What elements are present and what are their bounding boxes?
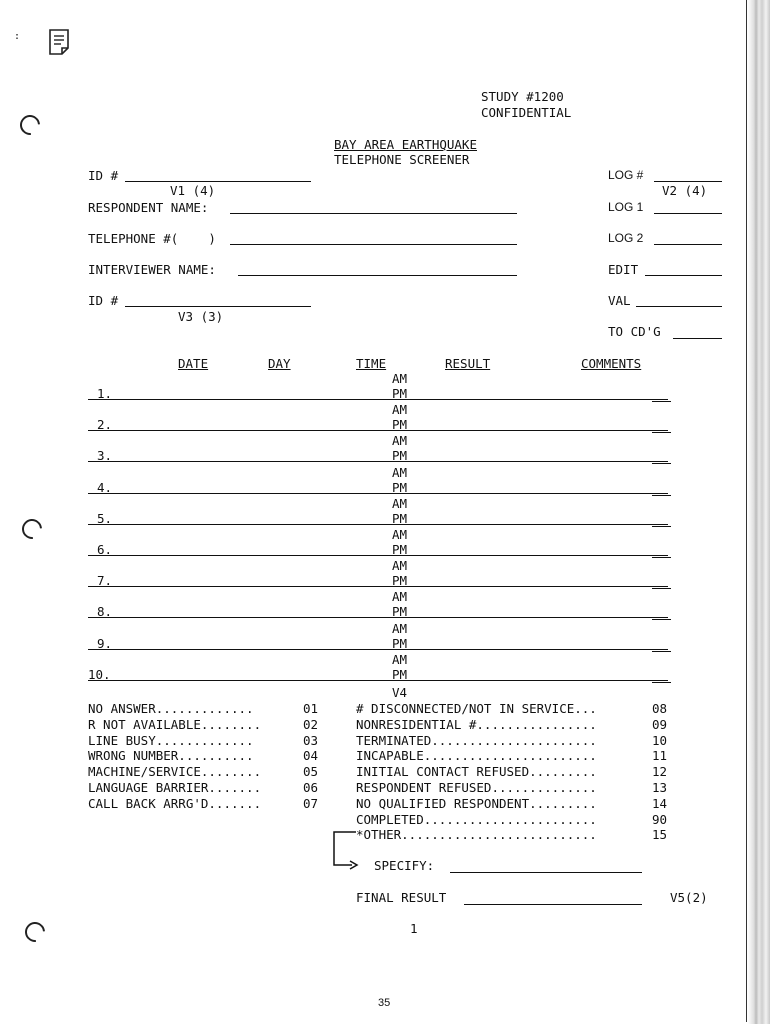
call-row-tick bbox=[652, 495, 671, 496]
pm-marker[interactable]: PM bbox=[392, 417, 408, 433]
pm-marker[interactable]: PM bbox=[392, 666, 408, 682]
result-code-label: R NOT AVAILABLE........ bbox=[88, 716, 262, 732]
result-code-label: RESPONDENT REFUSED.............. bbox=[356, 780, 597, 795]
comments-column-header: COMMENTS bbox=[581, 356, 642, 371]
log-code: V2 (4) bbox=[662, 183, 708, 198]
call-row-number: 7. bbox=[97, 573, 113, 589]
result-code-value: 01 bbox=[303, 701, 319, 716]
val-label: VAL bbox=[608, 293, 631, 308]
pm-marker[interactable]: PM bbox=[392, 573, 408, 589]
interviewer-id-code: V3 (3) bbox=[178, 309, 224, 324]
call-row-number: 10. bbox=[88, 666, 111, 682]
result-code-label: INCAPABLE....................... bbox=[356, 748, 597, 764]
am-marker[interactable]: AM bbox=[392, 495, 408, 511]
call-row-number: 2. bbox=[97, 417, 113, 433]
call-row-line[interactable] bbox=[88, 461, 668, 462]
call-row-tick bbox=[652, 682, 671, 683]
result-code-label: NO QUALIFIED RESPONDENT......... bbox=[356, 795, 597, 811]
result-code-label: WRONG NUMBER.......... bbox=[88, 748, 254, 764]
val-line[interactable] bbox=[636, 306, 722, 307]
call-row-line[interactable] bbox=[88, 680, 668, 681]
result-code-value: 12 bbox=[652, 764, 668, 780]
result-code-value: 10 bbox=[652, 732, 668, 748]
am-marker[interactable]: AM bbox=[392, 464, 408, 480]
form-title: BAY AREA EARTHQUAKE bbox=[334, 137, 477, 152]
log1-line[interactable] bbox=[654, 213, 722, 214]
pm-marker[interactable]: PM bbox=[392, 386, 408, 401]
pm-marker[interactable]: PM bbox=[392, 479, 408, 495]
final-result-label: FINAL RESULT bbox=[356, 890, 447, 905]
call-row-line[interactable] bbox=[88, 493, 668, 494]
margin-dots: : bbox=[14, 31, 21, 42]
document-icon[interactable] bbox=[48, 29, 70, 55]
specify-line[interactable] bbox=[450, 872, 642, 873]
confidential-label: CONFIDENTIAL bbox=[481, 105, 572, 120]
v4-code: V4 bbox=[392, 685, 408, 700]
interviewer-name-label: INTERVIEWER NAME: bbox=[88, 262, 216, 277]
call-row-number: 4. bbox=[97, 479, 113, 495]
call-row-line[interactable] bbox=[88, 617, 668, 618]
call-row-tick bbox=[652, 432, 671, 433]
call-row-line[interactable] bbox=[88, 430, 668, 431]
final-result-line[interactable] bbox=[464, 904, 642, 905]
pm-marker[interactable]: PM bbox=[392, 448, 408, 464]
am-marker[interactable]: AM bbox=[392, 371, 408, 386]
to-cdg-line[interactable] bbox=[673, 338, 722, 339]
result-code-label: LANGUAGE BARRIER....... bbox=[88, 780, 262, 795]
call-row-number: 9. bbox=[97, 635, 113, 651]
result-code-label: INITIAL CONTACT REFUSED......... bbox=[356, 764, 597, 780]
call-row-line[interactable] bbox=[88, 555, 668, 556]
form-subtitle: TELEPHONE SCREENER bbox=[334, 152, 470, 167]
result-code-label: NO ANSWER............. bbox=[88, 701, 254, 716]
result-code-label: NONRESIDENTIAL #................ bbox=[356, 716, 597, 732]
log1-label: LOG 1 bbox=[608, 200, 644, 214]
result-code-value: 13 bbox=[652, 780, 668, 795]
pm-marker[interactable]: PM bbox=[392, 604, 408, 620]
pm-marker[interactable]: PM bbox=[392, 510, 408, 526]
respondent-name-label: RESPONDENT NAME: bbox=[88, 200, 209, 215]
study-number: STUDY #1200 bbox=[481, 89, 564, 104]
result-code-value: 02 bbox=[303, 716, 319, 732]
specify-label: SPECIFY: bbox=[374, 858, 435, 873]
final-result-code: V5(2) bbox=[670, 890, 708, 905]
interviewer-id-line[interactable] bbox=[125, 306, 311, 307]
result-code-value: 04 bbox=[303, 748, 319, 764]
result-code-value: 05 bbox=[303, 764, 319, 780]
time-column-header: TIME bbox=[356, 356, 387, 371]
call-row-tick bbox=[652, 463, 671, 464]
am-marker[interactable]: AM bbox=[392, 558, 408, 574]
log2-line[interactable] bbox=[654, 244, 722, 245]
call-row-number: 5. bbox=[97, 510, 113, 526]
call-row-tick bbox=[652, 588, 671, 589]
id-input-line[interactable] bbox=[125, 181, 311, 182]
result-code-label: MACHINE/SERVICE........ bbox=[88, 764, 262, 780]
id-variable-code: V1 (4) bbox=[170, 183, 216, 198]
telephone-label: TELEPHONE #( ) bbox=[88, 231, 216, 246]
result-code-label: CALL BACK ARRG'D....... bbox=[88, 795, 262, 811]
id-label: ID # bbox=[88, 168, 119, 183]
result-code-label: # DISCONNECTED/NOT IN SERVICE... bbox=[356, 701, 597, 716]
pm-marker[interactable]: PM bbox=[392, 542, 408, 557]
footer-number: 35 bbox=[378, 997, 391, 1009]
call-row-number: 8. bbox=[97, 604, 113, 620]
date-column-header: DATE bbox=[178, 356, 209, 371]
result-column-header: RESULT bbox=[445, 356, 491, 371]
specify-arrow-icon bbox=[330, 826, 364, 870]
call-row-number: 3. bbox=[97, 448, 113, 464]
am-marker[interactable]: AM bbox=[392, 651, 408, 667]
call-row-tick bbox=[652, 557, 671, 558]
result-code-value: 08 bbox=[652, 701, 668, 716]
respondent-name-line[interactable] bbox=[230, 213, 517, 214]
pm-marker[interactable]: PM bbox=[392, 635, 408, 651]
am-marker[interactable]: AM bbox=[392, 589, 408, 605]
result-code-value: 11 bbox=[652, 748, 668, 764]
am-marker[interactable]: AM bbox=[392, 620, 408, 636]
result-code-value: 90 bbox=[652, 811, 668, 827]
result-code-value: 07 bbox=[303, 795, 319, 811]
interviewer-name-line[interactable] bbox=[238, 275, 517, 276]
call-row-line[interactable] bbox=[88, 524, 668, 525]
call-row-tick bbox=[652, 651, 671, 652]
edit-label: EDIT bbox=[608, 262, 639, 277]
result-code-label: TERMINATED...................... bbox=[356, 732, 597, 748]
result-code-value: 09 bbox=[652, 716, 668, 732]
call-row-tick bbox=[652, 526, 671, 527]
result-code-label: *OTHER.......................... bbox=[356, 827, 597, 843]
result-code-value: 06 bbox=[303, 780, 319, 795]
telephone-line[interactable] bbox=[230, 244, 517, 245]
page-stack-edge bbox=[748, 0, 770, 1024]
am-marker[interactable]: AM bbox=[392, 433, 408, 449]
log-line[interactable] bbox=[654, 181, 722, 182]
am-marker[interactable]: AM bbox=[392, 402, 408, 418]
result-code-value: 15 bbox=[652, 827, 668, 843]
call-row-line[interactable] bbox=[88, 586, 668, 587]
call-row-tick bbox=[652, 401, 671, 402]
day-column-header: DAY bbox=[268, 356, 291, 371]
page-number: 1 bbox=[410, 921, 418, 936]
call-row-number: 1. bbox=[97, 386, 113, 401]
log-label: LOG # bbox=[608, 168, 644, 182]
result-code-label: LINE BUSY............. bbox=[88, 732, 254, 748]
am-marker[interactable]: AM bbox=[392, 527, 408, 542]
call-row-tick bbox=[652, 619, 671, 620]
call-row-line[interactable] bbox=[88, 399, 668, 400]
call-row-line[interactable] bbox=[88, 649, 668, 650]
result-code-value: 14 bbox=[652, 795, 668, 811]
to-cdg-label: TO CD'G bbox=[608, 324, 661, 339]
interviewer-id-label: ID # bbox=[88, 293, 119, 308]
call-row-number: 6. bbox=[97, 542, 113, 557]
result-code-value: 03 bbox=[303, 732, 319, 748]
edit-line[interactable] bbox=[645, 275, 722, 276]
result-code-label: COMPLETED....................... bbox=[356, 811, 597, 827]
log2-label: LOG 2 bbox=[608, 231, 644, 245]
